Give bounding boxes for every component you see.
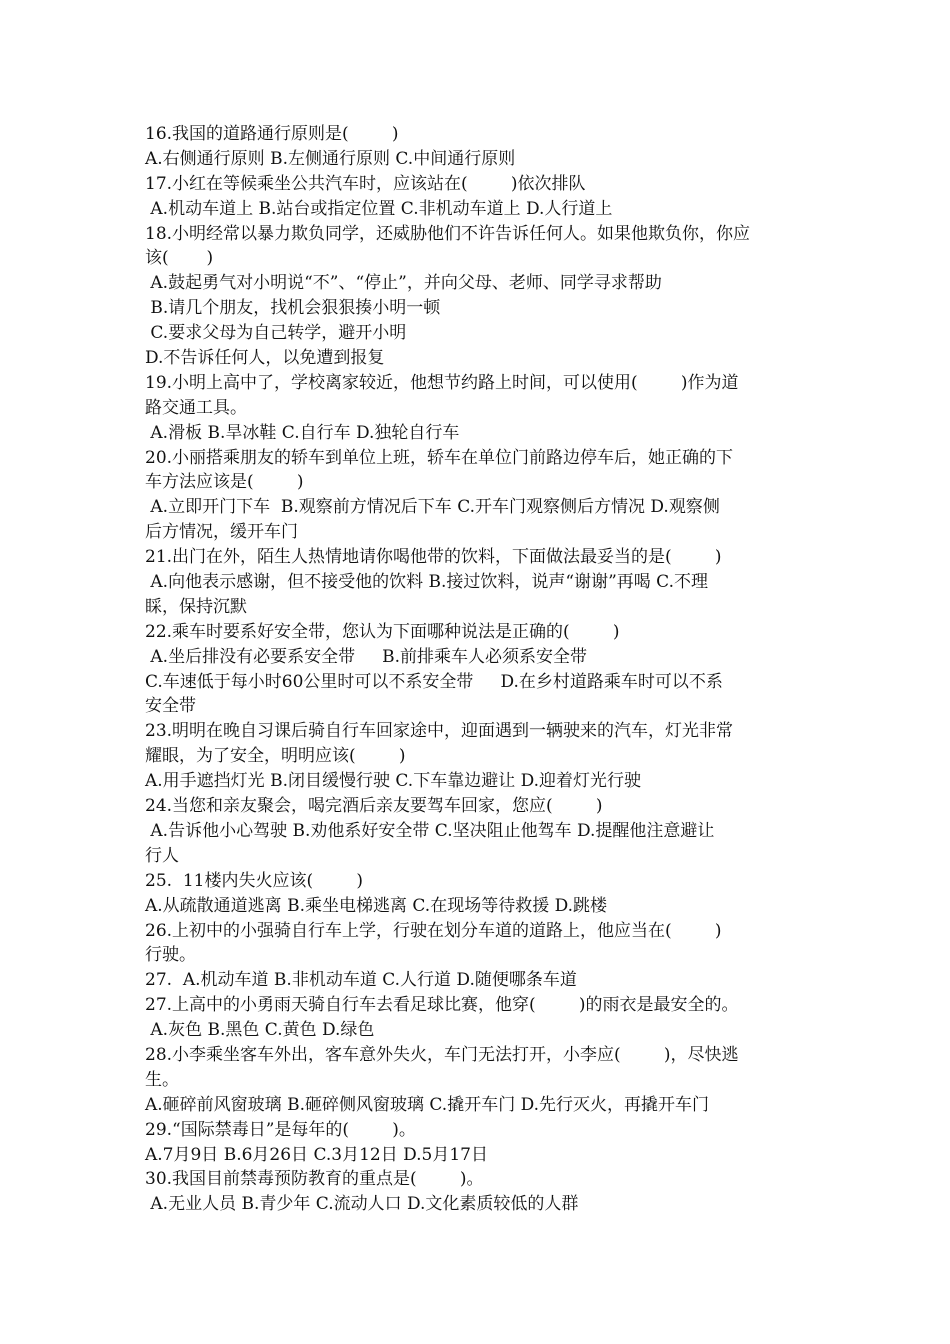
text-line: A.鼓起勇气对小明说“不”、“停止”，并向父母、老师、同学寻求帮助 xyxy=(145,273,662,294)
text-line: 生。 xyxy=(145,1069,179,1090)
text-line: 行人 xyxy=(145,845,179,866)
text-line: 27. A.机动车道 B.非机动车道 C.人行道 D.随便哪条车道 xyxy=(145,970,577,991)
text-line: C.车速低于每小时60公里时可以不系安全带 D.在乡村道路乘车时可以不系 xyxy=(145,671,723,692)
text-line: 安全带 xyxy=(145,696,196,717)
text-line: 17.小红在等候乘坐公共汽车时，应该站在( )依次排队 xyxy=(145,173,586,194)
text-line: A.7月9日 B.6月26日 C.3月12日 D.5月17日 xyxy=(145,1144,488,1165)
document-page xyxy=(145,122,825,1217)
text-line: A.灰色 B.黑色 C.黄色 D.绿色 xyxy=(145,1020,375,1041)
text-line: 后方情况，缓开车门 xyxy=(145,522,298,543)
text-line: 27.上高中的小勇雨天骑自行车去看足球比赛，他穿( )的雨衣是最安全的。 xyxy=(145,995,739,1016)
text-line: A.从疏散通道逃离 B.乘坐电梯逃离 C.在现场等待救援 D.跳楼 xyxy=(145,895,608,916)
text-line: 28.小李乘坐客车外出，客车意外失火，车门无法打开，小李应( )，尽快逃 xyxy=(145,1044,739,1065)
text-line: 20.小丽搭乘朋友的轿车到单位上班，轿车在单位门前路边停车后，她正确的下 xyxy=(145,447,734,468)
text-line: D.不告诉任何人，以免遭到报复 xyxy=(145,348,385,369)
text-line: 车方法应该是( ) xyxy=(145,472,304,493)
text-line: A.滑板 B.旱冰鞋 C.自行车 D.独轮自行车 xyxy=(145,422,460,443)
text-line: 24.当您和亲友聚会，喝完酒后亲友要驾车回家，您应( ) xyxy=(145,796,603,817)
text-line: 19.小明上高中了，学校离家较近，他想节约路上时间，可以使用( )作为道 xyxy=(145,372,739,393)
text-line: A.立即开门下车 B.观察前方情况后下车 C.开车门观察侧后方情况 D.观察侧 xyxy=(145,497,720,518)
text-line: 16.我国的道路通行原则是( ) xyxy=(145,124,399,144)
text-line: A.坐后排没有必要系安全带 B.前排乘车人必须系安全带 xyxy=(145,646,587,667)
text-line: 耀眼，为了安全，明明应该( ) xyxy=(145,746,406,767)
text-line: B.请几个朋友，找机会狠狠揍小明一顿 xyxy=(145,298,441,319)
text-line: 30.我国目前禁毒预防教育的重点是( )。 xyxy=(145,1169,484,1190)
text-line: A.向他表示感谢，但不接受他的饮料 B.接过饮料，说声“谢谢”再喝 C.不理 xyxy=(145,572,708,593)
text-line: A.机动车道上 B.站台或指定位置 C.非机动车道上 D.人行道上 xyxy=(145,198,613,219)
text-line: 26.上初中的小强骑自行车上学，行驶在划分车道的道路上，他应当在( ) xyxy=(145,920,722,941)
text-line: 行驶。 xyxy=(145,945,196,966)
text-line: A.无业人员 B.青少年 C.流动人口 D.文化素质较低的人群 xyxy=(145,1194,579,1215)
text-line: 29.“国际禁毒日”是每年的( )。 xyxy=(145,1119,416,1140)
text-line: A.右侧通行原则 B.左侧通行原则 C.中间通行原则 xyxy=(145,148,516,169)
text-line: C.要求父母为自己转学，避开小明 xyxy=(145,323,407,344)
text-line: 21.出门在外，陌生人热情地请你喝他带的饮料，下面做法最妥当的是( ) xyxy=(145,547,722,568)
text-line: 睬，保持沉默 xyxy=(145,596,247,617)
text-line: 23.明明在晚自习课后骑自行车回家途中，迎面遇到一辆驶来的汽车，灯光非常 xyxy=(145,721,734,742)
text-line: 该( ) xyxy=(145,248,214,269)
text-line: A.告诉他小心驾驶 B.劝他系好安全带 C.坚决阻止他驾车 D.提醒他注意避让 xyxy=(145,820,715,841)
text-line: 25. 11楼内失火应该( ) xyxy=(145,870,363,891)
text-line: 路交通工具。 xyxy=(145,397,247,418)
text-line: 22.乘车时要系好安全带，您认为下面哪种说法是正确的( ) xyxy=(145,621,620,642)
text-line: A.用手遮挡灯光 B.闭目缓慢行驶 C.下车靠边避让 D.迎着灯光行驶 xyxy=(145,771,642,792)
text-line: A.砸碎前风窗玻璃 B.砸碎侧风窗玻璃 C.撬开车门 D.先行灭火，再撬开车门 xyxy=(145,1094,710,1115)
text-line: 18.小明经常以暴力欺负同学，还威胁他们不许告诉任何人。如果他欺负你，你应 xyxy=(145,223,751,244)
